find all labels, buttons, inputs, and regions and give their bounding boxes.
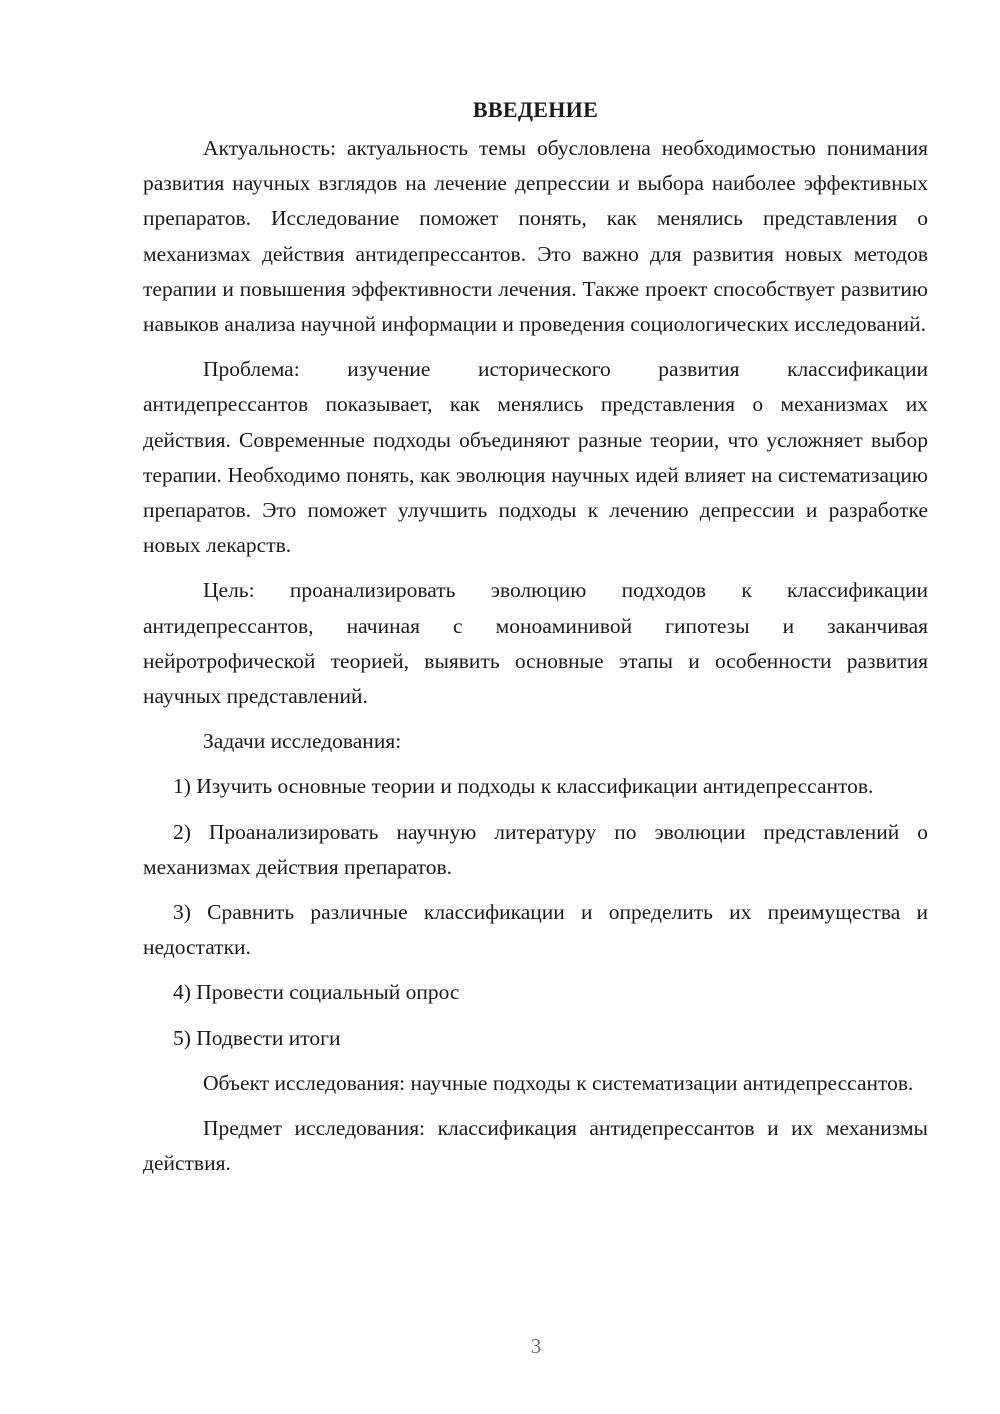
goal-paragraph: Цель: проанализировать эволюцию подходов к классификации антидепрессантов, начиная с моноаминивой гипотезы и заканчивая нейротрофической теорией, выявить основные этапы и особенности развития научных представлений. [143,578,928,709]
task-item-4: 4) Провести социальный опрос [173,980,460,1005]
task-item-2: 2) Проанализировать научную литературу по эволюции представлений о механизмах действия препаратов. [143,819,928,879]
problem-paragraph: Проблема: изучение исторического развития классификации антидепрессантов показывает, как менялись представления о механизмах их действия. Современные подходы объединяют разные теории, что усложняет выбор терапии. Необходимо понять, как эволюция научных идей влияет на систематизацию препаратов. Это поможет улучшить подходы к лечению депрессии и разработке новых лекарств. [143,357,928,558]
relevance-paragraph: Актуальность: актуальность темы обусловлена необходимостью понимания развития научных взглядов на лечение депрессии и выбора наиболее эффективных препаратов. Исследование поможет понять, как менялись представления о механизмах действия антидепрессантов. Это важно для развития новых методов терапии и повышения эффективности лечения. Также проект способствует развитию навыков анализа научной информации и проведения социологических исследований. [143,136,928,337]
page-number: 3 [530,1334,542,1358]
page-title: ВВЕДЕНИЕ [472,97,599,122]
task-item-1: 1) Изучить основные теории и подходы к классификации антидепрессантов. [173,774,874,799]
task-item-3: 3) Сравнить различные классификации и определить их преимущества и недостатки. [143,900,928,960]
tasks-title: Задачи исследования: [203,729,402,754]
subject-paragraph: Предмет исследования: классификация антидепрессантов и их механизмы действия. [143,1116,928,1176]
document-page [143,92,928,1191]
task-item-5: 5) Подвести итоги [173,1025,341,1050]
object-paragraph: Объект исследования: научные подходы к систематизации антидепрессантов. [203,1070,914,1095]
